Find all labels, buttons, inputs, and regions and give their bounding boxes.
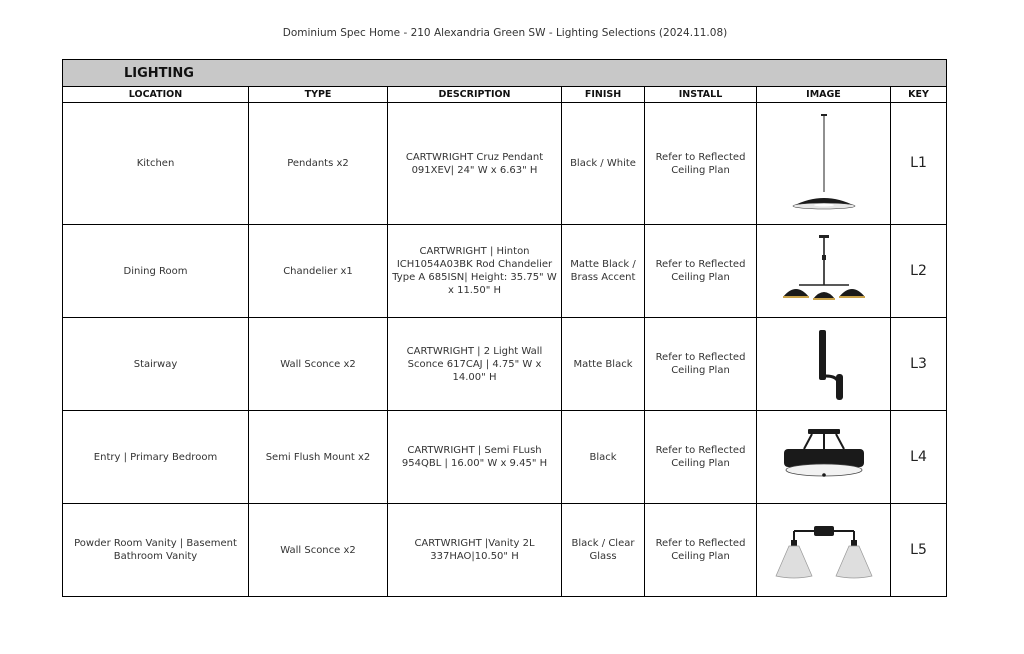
install-cell	[645, 411, 757, 504]
finish-cell	[562, 504, 645, 597]
finish-text: Black / Clear Glass	[571, 538, 635, 562]
section-header-row	[63, 60, 947, 87]
chandelier-image	[779, 235, 869, 307]
install-cell	[645, 318, 757, 411]
location-cell: Entry | Primary Bedroom	[63, 411, 249, 504]
image-cell	[757, 318, 891, 411]
key-cell: L5	[891, 504, 947, 597]
column-header-image: IMAGE	[757, 87, 891, 103]
image-cell	[757, 504, 891, 597]
column-header-location: LOCATION	[63, 87, 249, 103]
table-row	[63, 225, 947, 318]
install-text: Refer to Reflected Ceiling Plan	[655, 445, 746, 469]
finish-cell: Black / White	[562, 103, 645, 225]
document-title: Dominium Spec Home - 210 Alexandria Green SW - Lighting Selections (2024.11.08)	[282, 27, 728, 39]
location-cell: Dining Room	[63, 225, 249, 318]
description-cell	[388, 504, 562, 597]
type-cell: Wall Sconce x2	[249, 318, 388, 411]
image-cell	[757, 411, 891, 504]
description-cell	[388, 225, 562, 318]
column-header-key: KEY	[891, 87, 947, 103]
description-cell	[388, 318, 562, 411]
description-text: CARTWRIGHT Cruz Pendant 091XEV| 24" W x 6.63" H	[405, 151, 544, 176]
install-text: Refer to Reflected Ceiling Plan	[655, 538, 746, 562]
finish-text: Matte Black / Brass Accent	[570, 259, 636, 283]
table-row	[63, 411, 947, 504]
location-text: Powder Room Vanity | Basement Bathroom Vanity	[74, 538, 237, 562]
install-cell	[645, 103, 757, 225]
description-text: CARTWRIGHT | Semi FLush 954QBL | 16.00" W x 9.45" H	[401, 445, 548, 469]
key-cell: L1	[891, 103, 947, 225]
key-cell: L3	[891, 318, 947, 411]
image-cell	[757, 225, 891, 318]
column-header-type: TYPE	[249, 87, 388, 103]
install-text: Refer to Reflected Ceiling Plan	[655, 259, 746, 283]
vanity-light-image	[774, 518, 874, 582]
finish-cell: Matte Black	[562, 318, 645, 411]
type-cell: Wall Sconce x2	[249, 504, 388, 597]
location-cell: Kitchen	[63, 103, 249, 225]
table-row	[63, 318, 947, 411]
description-text: CARTWRIGHT |Vanity 2L 337HAO|10.50" H	[414, 538, 535, 562]
wall-sconce-image	[799, 324, 849, 404]
type-cell: Pendants x2	[249, 103, 388, 225]
pendant-light-image	[789, 114, 859, 214]
install-cell	[645, 225, 757, 318]
table-row	[63, 103, 947, 225]
key-cell: L2	[891, 225, 947, 318]
install-text: Refer to Reflected Ceiling Plan	[655, 151, 746, 176]
install-text: Refer to Reflected Ceiling Plan	[655, 352, 746, 376]
description-cell	[388, 103, 562, 225]
image-cell	[757, 103, 891, 225]
type-cell: Semi Flush Mount x2	[249, 411, 388, 504]
key-cell: L4	[891, 411, 947, 504]
description-cell	[388, 411, 562, 504]
type-cell: Chandelier x1	[249, 225, 388, 318]
description-text: CARTWRIGHT | Hinton ICH1054A03BK Rod Chandelier Type A 685ISN| Height: 35.75" W x 11.50" H	[392, 246, 557, 296]
column-header-finish: FINISH	[562, 87, 645, 103]
column-header-row	[63, 87, 947, 103]
section-title: LIGHTING	[63, 60, 947, 87]
column-header-description: DESCRIPTION	[388, 87, 562, 103]
semi-flush-mount-image	[774, 425, 874, 489]
column-header-install: INSTALL	[645, 87, 757, 103]
description-text: CARTWRIGHT | 2 Light Wall Sconce 617CAJ | 4.75" W x 14.00" H	[406, 345, 543, 383]
lighting-selections-table	[62, 59, 947, 597]
location-cell: Stairway	[63, 318, 249, 411]
finish-cell: Black	[562, 411, 645, 504]
location-cell	[63, 504, 249, 597]
table-row	[63, 504, 947, 597]
install-cell	[645, 504, 757, 597]
finish-cell	[562, 225, 645, 318]
